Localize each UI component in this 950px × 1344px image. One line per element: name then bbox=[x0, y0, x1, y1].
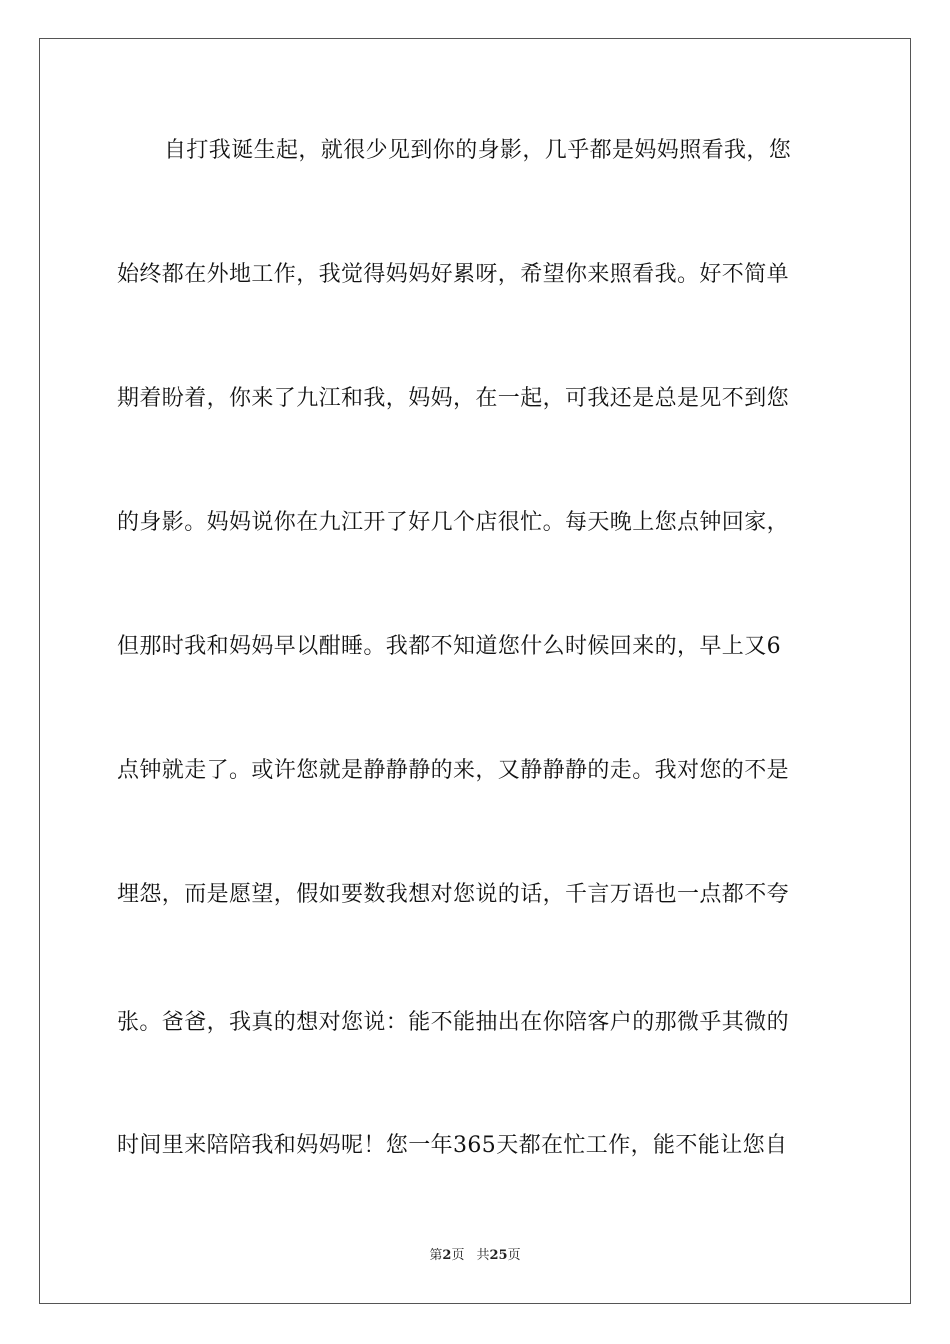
page-border bbox=[39, 38, 911, 1304]
paragraph-line: 点钟就走了。或许您就是静静静的来，又静静静的走。我对您的不是 bbox=[117, 758, 790, 783]
paragraph-line: 时间里来陪陪我和妈妈呢！您一年365天都在忙工作，能不能让您自 bbox=[117, 1133, 788, 1158]
paragraph-line: 埋怨，而是愿望，假如要数我想对您说的话，千言万语也一点都不夸 bbox=[117, 882, 790, 907]
page-footer bbox=[0, 1247, 950, 1265]
paragraph-line: 的身影。妈妈说你在九江开了好几个店很忙。每天晚上您点钟回家， bbox=[117, 510, 790, 535]
total-suffix: 页 bbox=[507, 1248, 521, 1263]
paragraph-line: 但那时我和妈妈早以酣睡。我都不知道您什么时候回来的，早上又6 bbox=[117, 634, 781, 659]
current-page-number: 2 bbox=[442, 1248, 452, 1263]
paragraph-line: 自打我诞生起，就很少见到你的身影，几乎都是妈妈照看我，您 bbox=[164, 138, 792, 163]
page-suffix: 页 bbox=[451, 1248, 465, 1263]
page-prefix: 第 bbox=[429, 1248, 443, 1263]
paragraph-line: 张。爸爸，我真的想对您说：能不能抽出在你陪客户的那微乎其微的 bbox=[117, 1010, 790, 1035]
paragraph-line: 期着盼着，你来了九江和我，妈妈，在一起，可我还是总是见不到您 bbox=[117, 386, 790, 411]
total-pages-number: 25 bbox=[489, 1248, 508, 1263]
paragraph-line: 始终都在外地工作，我觉得妈妈好累呀，希望你来照看我。好不简单 bbox=[117, 262, 790, 287]
total-prefix: 共 bbox=[476, 1248, 490, 1263]
